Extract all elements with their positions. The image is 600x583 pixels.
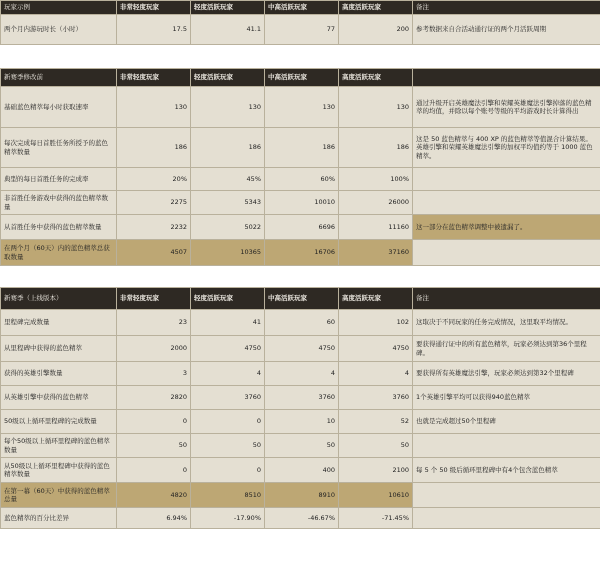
section1-title[interactable]: 玩家示例 [1, 1, 117, 15]
cell-value[interactable]: 52 [339, 410, 413, 434]
cell-value[interactable]: 186 [191, 128, 265, 168]
cell-value-negative[interactable]: -17.90% [191, 508, 265, 529]
cell-value[interactable]: 102 [339, 310, 413, 336]
percent-diff-row [1, 508, 600, 529]
cell-value[interactable]: 10 [265, 410, 339, 434]
row-note[interactable]: 参考数据来自合活动通行证的两个月活跃周期 [413, 15, 600, 45]
cell-value-negative[interactable]: -71.45% [339, 508, 413, 529]
col-header-mid-high[interactable]: 中高活跃玩家 [265, 69, 339, 87]
cell-value[interactable]: 0 [191, 410, 265, 434]
row-note[interactable]: 也就是完成超过50个里程碑 [413, 410, 600, 434]
row-label[interactable]: 获得的英雄引擎数量 [1, 362, 117, 386]
cell-value-negative[interactable]: -46.67% [265, 508, 339, 529]
col-header-light[interactable]: 轻度活跃玩家 [191, 69, 265, 87]
cell-value[interactable]: 3760 [265, 386, 339, 410]
cell-value[interactable]: 130 [117, 87, 191, 128]
col-header-very-light[interactable]: 非常轻度玩家 [117, 288, 191, 310]
cell-value[interactable]: 50 [191, 434, 265, 458]
row-label[interactable]: 从英雄引擎中获得的蓝色精萃 [1, 386, 117, 410]
cell-value[interactable]: 5022 [191, 215, 265, 240]
cell-value[interactable]: 5343 [191, 191, 265, 215]
cell-value[interactable]: 2275 [117, 191, 191, 215]
cell-value[interactable]: 20% [117, 168, 191, 191]
notes-header[interactable]: 备注 [413, 1, 600, 15]
cell-value[interactable]: 186 [265, 128, 339, 168]
notes-header-empty[interactable] [413, 69, 600, 87]
table-row [1, 386, 600, 410]
section3-header-row [1, 288, 600, 310]
cell-value[interactable]: 10610 [339, 483, 413, 508]
row-note[interactable]: 这是 50 蓝色精萃与 400 XP 的蓝色精萃等值混合计算结果。英雄引擎和荣耀英雄魔法引擎的加权平均值约等于 1000 蓝色精萃。 [413, 128, 600, 168]
col-header-high[interactable]: 高度活跃玩家 [339, 288, 413, 310]
cell-value[interactable]: 4 [191, 362, 265, 386]
row-label[interactable]: 两个月内游玩时长（小时） [1, 15, 117, 45]
cell-value[interactable]: 17.5 [117, 15, 191, 45]
table-row [1, 336, 600, 362]
cell-value[interactable]: 2000 [117, 336, 191, 362]
cell-value[interactable]: 16706 [265, 240, 339, 266]
cell-value[interactable]: 200 [339, 15, 413, 45]
section1-header-row [1, 1, 600, 15]
table-row [1, 458, 600, 483]
cell-value[interactable]: 60 [265, 310, 339, 336]
cell-value[interactable]: 37160 [339, 240, 413, 266]
cell-value[interactable]: 4 [265, 362, 339, 386]
total-row [1, 240, 600, 266]
row-note[interactable] [413, 168, 600, 191]
row-label[interactable]: 在第一幕（60天）中获得的蓝色精萃总量 [1, 483, 117, 508]
cell-value[interactable]: 3 [117, 362, 191, 386]
section3-title[interactable]: 新赛季（上线版本） [1, 288, 117, 310]
cell-value[interactable]: 130 [265, 87, 339, 128]
col-header-mid-high[interactable]: 中高活跃玩家 [265, 288, 339, 310]
cell-value[interactable]: 8510 [191, 483, 265, 508]
row-note[interactable]: 每 5 个 50 级后循环里程碑中有4个包含蓝色精萃 [413, 458, 600, 483]
cell-value[interactable]: 130 [191, 87, 265, 128]
cell-value[interactable]: 23 [117, 310, 191, 336]
row-note[interactable] [413, 434, 600, 458]
cell-value[interactable]: 186 [339, 128, 413, 168]
cell-value[interactable]: 3760 [339, 386, 413, 410]
cell-value[interactable]: 41 [191, 310, 265, 336]
row-note[interactable] [413, 191, 600, 215]
cell-value[interactable]: 4507 [117, 240, 191, 266]
cell-value[interactable]: 6696 [265, 215, 339, 240]
row-note[interactable] [413, 240, 600, 266]
cell-value[interactable]: 0 [191, 458, 265, 483]
row-label[interactable]: 非首胜任务游戏中获得的蓝色精萃数量 [1, 191, 117, 215]
cell-value[interactable]: 10365 [191, 240, 265, 266]
cell-value-positive[interactable]: 6.94% [117, 508, 191, 529]
row-label[interactable]: 每次完成每日首胜任务所授予的蓝色精萃数量 [1, 128, 117, 168]
cell-value[interactable]: 100% [339, 168, 413, 191]
notes-header[interactable]: 备注 [413, 288, 600, 310]
row-label[interactable]: 从50级以上循环里程碑中获得的蓝色精萃数量 [1, 458, 117, 483]
cell-value[interactable]: 130 [339, 87, 413, 128]
table-row [1, 191, 600, 215]
cell-value[interactable]: 2232 [117, 215, 191, 240]
table-row [1, 362, 600, 386]
table-row [1, 15, 600, 45]
table-row [1, 128, 600, 168]
row-label[interactable]: 50级以上循环里程碑的完成数量 [1, 410, 117, 434]
cell-value[interactable]: 4750 [265, 336, 339, 362]
cell-value[interactable]: 77 [265, 15, 339, 45]
row-note[interactable]: 1个英雄引擎平均可以获得940蓝色精萃 [413, 386, 600, 410]
cell-value[interactable]: 41.1 [191, 15, 265, 45]
cell-value[interactable]: 4750 [339, 336, 413, 362]
table-row [1, 410, 600, 434]
row-note[interactable]: 要获得所有英雄魔法引擎，玩家必须达到第32个里程碑 [413, 362, 600, 386]
cell-value[interactable]: 0 [117, 410, 191, 434]
row-label[interactable]: 典型的每日首胜任务的完成率 [1, 168, 117, 191]
spacer-row [1, 45, 600, 69]
table-row [1, 87, 600, 128]
row-note[interactable]: 通过升级开启英雄魔法引擎和荣耀英雄魔法引擎掉落的蓝色精萃的均值，并除以每个账号等级的平均游戏时长计算得出 [413, 87, 600, 128]
col-header-very-light[interactable]: 非常轻度玩家 [117, 1, 191, 15]
row-label[interactable]: 从首胜任务中获得的蓝色精萃数量 [1, 215, 117, 240]
cell-value[interactable]: 400 [265, 458, 339, 483]
cell-value[interactable]: 0 [117, 458, 191, 483]
cell-value[interactable]: 186 [117, 128, 191, 168]
row-label[interactable]: 里程碑完成数量 [1, 310, 117, 336]
table-row [1, 434, 600, 458]
col-header-very-light[interactable]: 非常轻度玩家 [117, 69, 191, 87]
col-header-light[interactable]: 轻度活跃玩家 [191, 1, 265, 15]
cell-value[interactable]: 3760 [191, 386, 265, 410]
cell-value[interactable]: 2820 [117, 386, 191, 410]
spacer-row [1, 266, 600, 288]
row-note[interactable] [413, 508, 600, 529]
total-row [1, 483, 600, 508]
section2-header-row [1, 69, 600, 87]
col-header-mid-high[interactable]: 中高活跃玩家 [265, 1, 339, 15]
row-label[interactable]: 基础蓝色精萃每小时获取速率 [1, 87, 117, 128]
table-row [1, 310, 600, 336]
cell-value[interactable]: 60% [265, 168, 339, 191]
row-label[interactable]: 每个50级以上循环里程碑的蓝色精萃数量 [1, 434, 117, 458]
cell-value[interactable]: 4820 [117, 483, 191, 508]
cell-value[interactable]: 50 [339, 434, 413, 458]
cell-value[interactable]: 4750 [191, 336, 265, 362]
cell-value[interactable]: 8910 [265, 483, 339, 508]
row-label[interactable]: 在两个月（60天）内的蓝色精萃总获取数量 [1, 240, 117, 266]
cell-value[interactable]: 50 [117, 434, 191, 458]
cell-value[interactable]: 2100 [339, 458, 413, 483]
row-note[interactable]: 这取决于不同玩家的任务完成情况，这里取平均情况。 [413, 310, 600, 336]
col-header-light[interactable]: 轻度活跃玩家 [191, 288, 265, 310]
table-row [1, 215, 600, 240]
highlighted-note[interactable]: 这一部分在蓝色精萃调整中被遗漏了。 [413, 215, 600, 240]
col-header-high[interactable]: 高度活跃玩家 [339, 1, 413, 15]
cell-value[interactable]: 26000 [339, 191, 413, 215]
row-note[interactable] [413, 483, 600, 508]
row-label[interactable]: 蓝色精萃的百分比差异 [1, 508, 117, 529]
cell-value[interactable]: 50 [265, 434, 339, 458]
section2-title[interactable]: 新赛季修改前 [1, 69, 117, 87]
row-label[interactable]: 从里程碑中获得的蓝色精萃 [1, 336, 117, 362]
cell-value[interactable]: 10010 [265, 191, 339, 215]
cell-value[interactable]: 4 [339, 362, 413, 386]
cell-value[interactable]: 11160 [339, 215, 413, 240]
col-header-high[interactable]: 高度活跃玩家 [339, 69, 413, 87]
cell-value[interactable]: 45% [191, 168, 265, 191]
table-row [1, 168, 600, 191]
row-note[interactable]: 要获得通行证中的所有蓝色精萃，玩家必须达到第36个里程碑。 [413, 336, 600, 362]
